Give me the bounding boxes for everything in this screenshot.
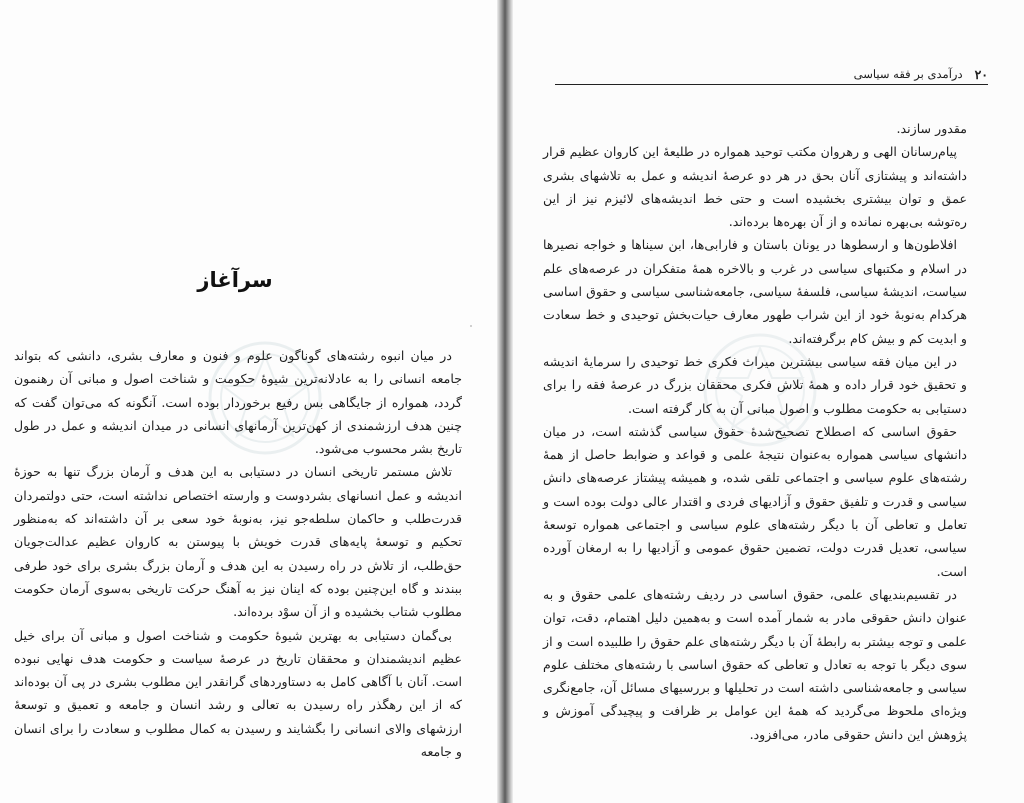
paragraph: پیام‌رسانان الهی و رهروان مکتب توحید همواره در طلیعهٔ این کاروان عظیم قرار داشته‌اند و پیشتازی آنان بحق در هر دو عرصهٔ اندیشه و عمل به تلاشهای بشری عمق و توان بیشتری بخشیده است و حتی خط اندیشه‌های لائیزم نیز از این ره‌توشه بی‌بهره نمانده و از آن بهره‌ها برده‌اند. [543,144,967,230]
left-page [0,0,497,803]
paragraph: در این میان فقه سیاسی بیشترین میراث فکری خط توحیدی را سرمایهٔ اندیشه و تحقیق خود قرار داده و همهٔ تلاش فکری محققان بزرگ در عرصهٔ فقه را برای دستیابی به حکومت مطلوب و اصول مبانی آن به کار گرفته است. [543,353,967,416]
page-number: ۲۰ [974,66,988,82]
paragraph: افلاطون‌ها و ارسطوها در یونان باستان و فارابی‌ها، ابن سیناها و خواجه نصیرها در اسلام و مکتبهای سیاسی در غرب و بالاخره همهٔ متفکران در عرصه‌های علم سیاست، اندیشهٔ سیاسی، فلسفهٔ سیاسی، جامعه‌شناسی سیاسی و حقوق اساسی هرکدام به‌نوبهٔ خود از این شراب طهور معارف حیات‌بخش توحیدی و خط سعادت و ابدیت کم و بیش کام برگرفته‌اند. [543,237,967,346]
running-title: درآمدی بر فقه سیاسی [853,67,963,81]
book-spine-gutter [497,0,513,803]
right-page-body [543,117,967,746]
paragraph: حقوق اساسی که اصطلاح تصحیح‌شدهٔ حقوق سیاسی گذشته است، در میان دانشهای سیاسی همواره به‌عنوان نتیجهٔ علمی و قواعد و ضوابط حاصل از همهٔ رشته‌های علوم سیاسی و اجتماعی تلقی شده، و همیشه پیشتاز عرصه‌های دانش سیاسی و قدرت و تلفیق حقوق و آزادیهای فردی و اقتدار عالی دولت بوده است و تعامل و تعاطی آن با دیگر رشته‌های علوم سیاسی و اجتماعی همواره توسعهٔ سیاسی، تعدیل قدرت دولت، تضمین حقوق عمومی و آزادیها را به ارمغان آورده است. [543,423,967,579]
paragraph: بی‌گمان دستیابی به بهترین شیوهٔ حکومت و شناخت اصول و مبانی آن برای خیل عظیم اندیشمندان و محققان تاریخ در عرصهٔ سیاست و حکومت هدف نهایی نبوده است. آنان با آگاهی کامل به دستاوردهای گرانقدر این مطلوب بشری در پی آن بوده‌اند که از این رهگذر راه رسیدن به تعالی و رشد انسان و جامعه و تعمیق و توسعهٔ ارزشهای والای انسانی را بگشایند و رسیدن به کمال مطلوب و سعادت را برای انسان و جامعه [14,627,462,760]
scan-speck [470,325,472,327]
left-page-body [14,344,462,763]
paragraph: تلاش مستمر تاریخی انسان در دستیابی به این هدف و آرمان بزرگ تنها به حوزهٔ اندیشه و عمل انسانهای بشردوست و وارسته اختصاص نداشته است، حتی دولتمردان قدرت‌طلب و حاکمان سلطه‌جو نیز، به‌نوبهٔ خود سعی بر آن داشته‌اند که به‌منظور تحکیم و توسعهٔ پایه‌های قدرت خویش با پیوستن به کاروان عظیم عدالت‌جویان حق‌طلب، از تلاش در راه رسیدن به این هدف و آرمان بزرگ بشری برای خود طرفی ببندند و گاه این‌چنین بوده که اینان نیز به آهنگ حرکت تاریخی به‌سوی آرمان حکومت مطلوب شتاب بخشیده و از آن سوْد برده‌اند. [14,464,462,620]
running-header [555,64,988,85]
paragraph: مقدور سازند. [896,121,967,136]
chapter-title: سرآغاز [197,268,273,292]
paragraph: در میان انبوه رشته‌های گوناگون علوم و فنون و معارف بشری، دانشی که بتواند جامعه انسانی را به عادلانه‌ترین شیوهٔ حکومت و شناخت اصول و مبانی آن رهنمون گردد، همواره از جایگاهی بس رفیع برخوردار بوده است. آنگونه که می‌توان گفت که چنین هدف ارزشمندی از کهن‌ترین آرمانهای انسانی در میدان اندیشه و عمل در طول تاریخ بشر محسوب می‌شود. [14,348,462,457]
paragraph: در تقسیم‌بندیهای علمی، حقوق اساسی در ردیف رشته‌های علمی حقوق و به عنوان دانش حقوقی مادر به شمار آمده است و به‌همین دلیل اهتمام، دقت، توان علمی و توجه بیشتر به رابطهٔ آن با دیگر رشته‌های علم حقوق را طلبیده است و از سوی دیگر با توجه به تعادل و تعاطی که حقوق اساسی با رشته‌های مختلف علوم سیاسی و جامعه‌شناسی داشته است در تحلیلها و بررسیهای مسائل آن، جامع‌نگری ویژه‌ای ملحوظ می‌گردید که همهٔ این عوامل بر ظرافت و پیچیدگی آموزش و پژوهش این دانش حقوقی مادر، می‌افزود. [543,586,967,742]
